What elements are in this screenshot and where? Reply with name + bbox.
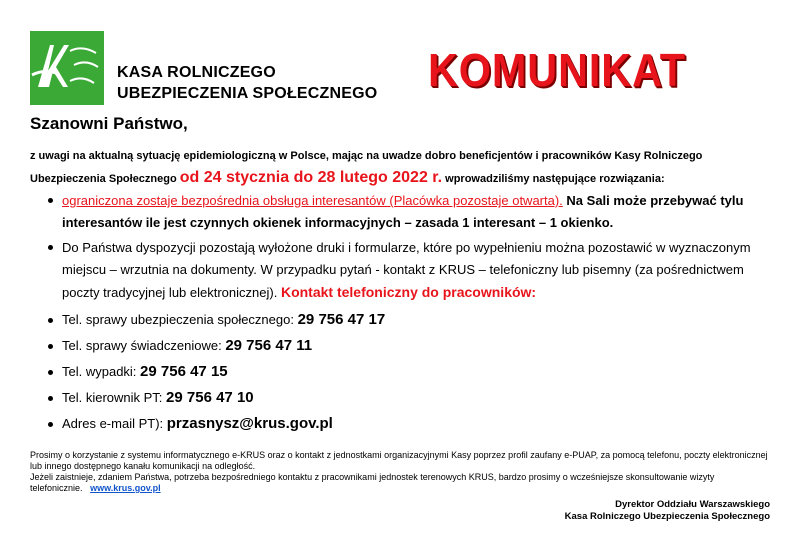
footer-paragraph-1: Prosimy o korzystanie z systemu informatycznego e-KRUS oraz o kontakt z jednostkami organizacyjnymi Kasy poprzez profil zaufany e-PUAP, za pomocą telefonu, poczty elektronicznej lub innego dostępnego kanału komunikacji na odległość. [30, 450, 768, 471]
list-item [30, 190, 775, 234]
contact-value: 29 756 47 15 [140, 363, 228, 380]
measures-list [30, 190, 775, 434]
page-title: KOMUNIKAT [428, 44, 687, 96]
org-line-2: UBEZPIECZENIA SPOŁECZNEGO [117, 85, 378, 102]
contact-item [30, 388, 775, 408]
organization-name [117, 62, 377, 104]
contact-label: Tel. kierownik PT: [62, 390, 163, 405]
list-item [30, 237, 775, 304]
greeting: Szanowni Państwo, [30, 114, 188, 133]
contact-item [30, 336, 775, 356]
intro-text-end: wprowadziliśmy następujące rozwiązania: [445, 173, 665, 185]
signature-line-1: Dyrektor Oddziału Warszawskiego [615, 499, 770, 510]
contact-item [30, 310, 775, 330]
hall-rule: Na Sali może przebywać tylu interesantów ile jest czynnych okienek informacyjnych – zasada 1 interesant – 1 okienko. [62, 193, 744, 230]
intro-dates: od 24 stycznia do 28 lutego 2022 r. [179, 169, 443, 186]
signature-line-2: Kasa Rolniczego Ubezpieczenia Społecznego [564, 511, 770, 522]
krus-logo [30, 31, 104, 105]
contact-value: 29 756 47 11 [225, 337, 313, 354]
contact-value: 29 756 47 17 [297, 311, 386, 328]
contact-label: Tel. wypadki: [62, 364, 137, 379]
restriction-notice: ograniczona zostaje bezpośrednia obsługa interesantów (Placówka pozostaje otwarta). [62, 193, 563, 208]
contact-heading: Kontakt telefoniczny do pracowników: [280, 284, 537, 300]
contact-value: 29 756 47 10 [166, 389, 254, 406]
footer-paragraph-2 [30, 472, 772, 494]
footer-note [30, 450, 772, 494]
contact-item [30, 414, 775, 434]
signature [565, 499, 770, 523]
contact-item [30, 362, 775, 382]
forms-info: Do Państwa dyspozycji pozostają wyłożone druki i formularze, które po wypełnieniu można pozostawić w wyznaczonym miejscu – wrzutnia na dokumenty. W przypadku pytań - kontakt z KRUS – telefoniczny lub pisemny (za pośrednictwem poczty tradycyjnej lub elektronicznej). [62, 240, 751, 300]
contact-label: Tel. sprawy świadczeniowe: [62, 338, 222, 353]
krus-website-link[interactable]: www.krus.gov.pl [90, 483, 161, 493]
org-line-1: KASA ROLNICZEGO [117, 64, 276, 81]
intro-paragraph [30, 145, 780, 190]
email-value: przasnysz@krus.gov.pl [166, 415, 333, 432]
footer-text: Jeżeli zaistnieje, zdaniem Państwa, potrzeba bezpośredniego kontaktu z pracownikami jednostek terenowych KRUS, bardzo prosimy o wcześniejsze skonsultowanie wizyty telefonicznie. [30, 472, 715, 493]
krus-logo-icon [30, 31, 104, 105]
intro-text: z uwagi na aktualną sytuację epidemiologiczną w Polsce, mając na uwadze dobro beneficjentów i pracowników Kasy Rolniczego Ubezpieczenia Społecznego [30, 150, 703, 185]
contact-label: Tel. sprawy ubezpieczenia społecznego: [62, 312, 294, 327]
contact-label: Adres e-mail PT): [62, 416, 164, 431]
